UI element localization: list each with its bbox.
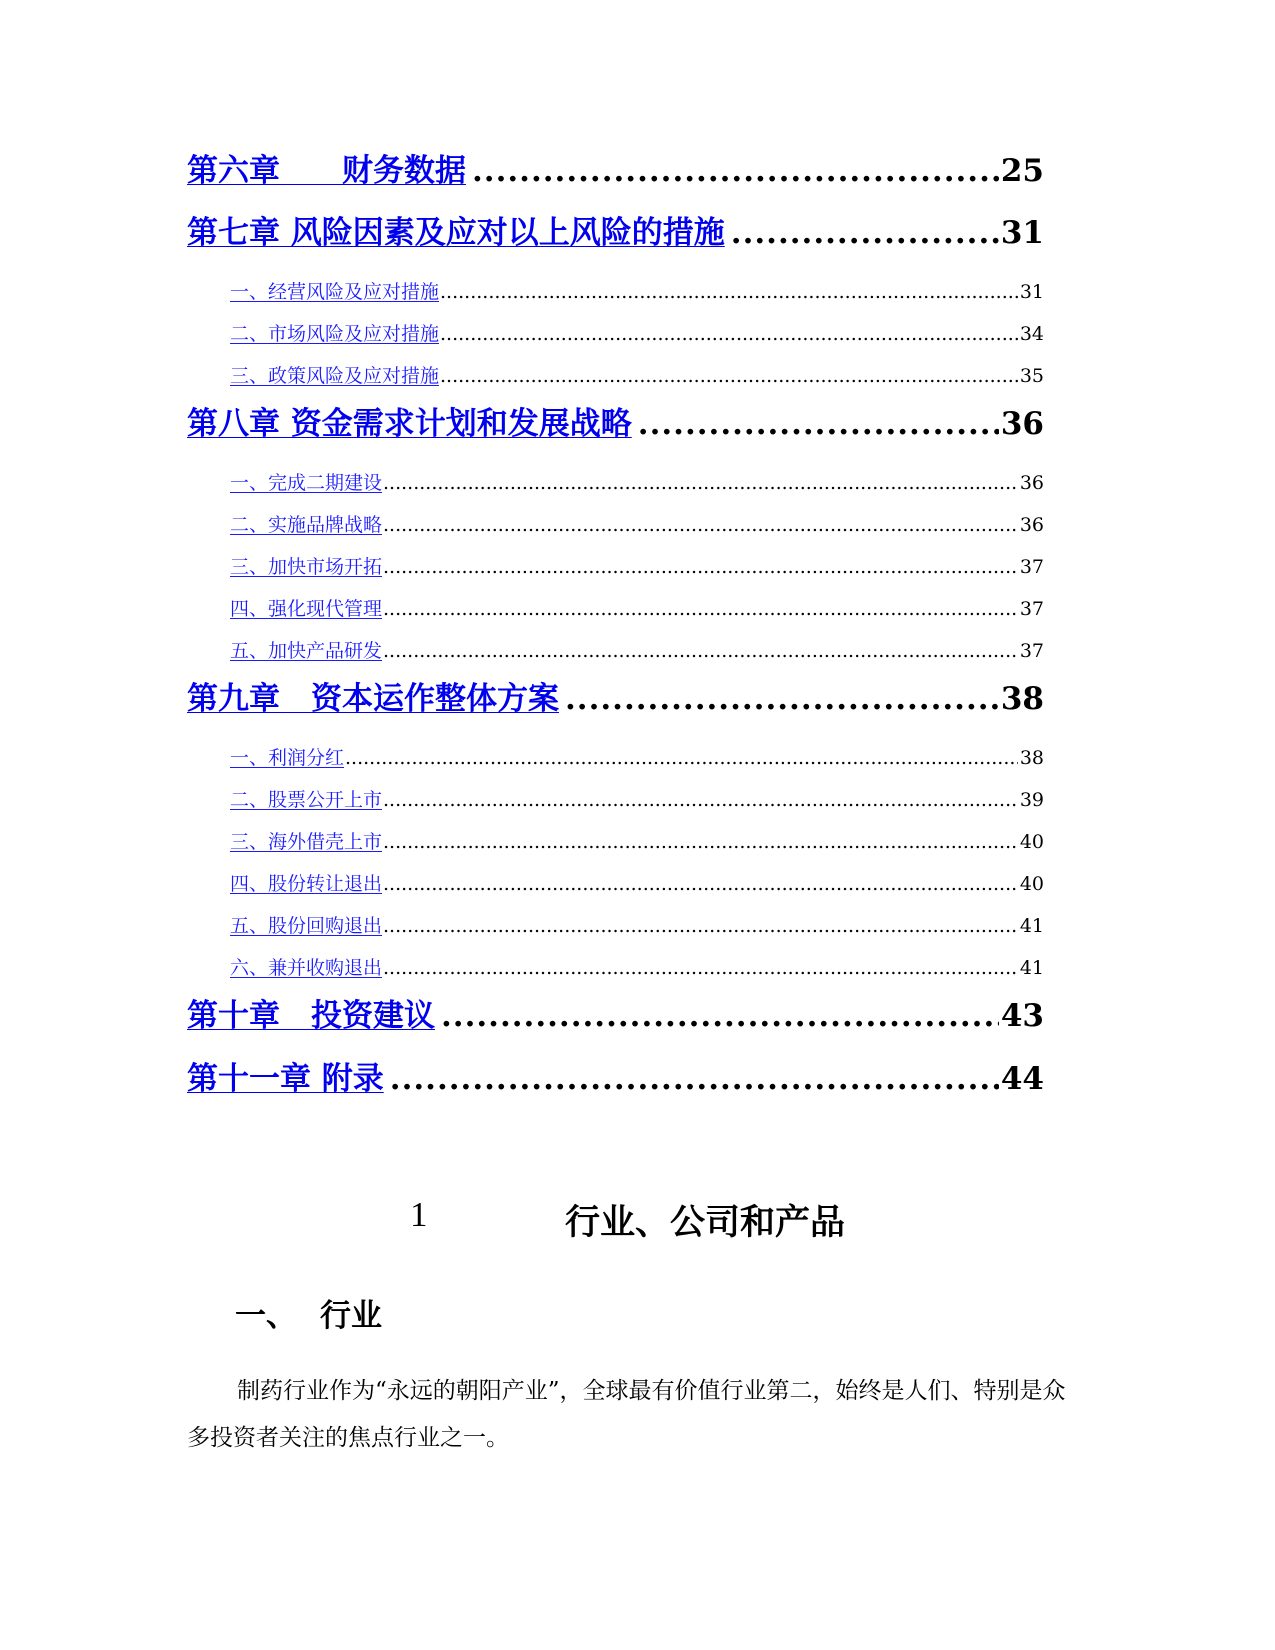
toc-entry-chapter-7[interactable] xyxy=(187,207,1044,252)
toc-link[interactable]: 第九章 资本运作整体方案 xyxy=(187,681,559,717)
toc-page-number: 35 xyxy=(1019,365,1044,387)
toc-leader-dots xyxy=(390,1061,999,1097)
toc-link[interactable]: 第十章 投资建议 xyxy=(187,998,435,1034)
toc-link[interactable]: 四、股份转让退出 xyxy=(230,873,383,895)
toc-entry[interactable] xyxy=(230,911,1044,938)
toc-leader-dots xyxy=(441,998,999,1034)
toc-page-number: 41 xyxy=(1019,915,1044,937)
toc-page-number: 41 xyxy=(1019,957,1044,979)
toc-leader-dots xyxy=(345,747,1018,769)
subsection-heading xyxy=(235,1290,382,1335)
toc-page-number: 44 xyxy=(1000,1061,1044,1097)
toc-link[interactable]: 三、加快市场开拓 xyxy=(230,556,383,578)
toc-link[interactable]: 第六章 财务数据 xyxy=(187,153,466,189)
toc-entry[interactable] xyxy=(230,510,1044,537)
toc-entry[interactable] xyxy=(230,468,1044,495)
toc-link[interactable]: 一、完成二期建设 xyxy=(230,472,383,494)
toc-leader-dots xyxy=(383,873,1018,895)
toc-entry[interactable] xyxy=(230,785,1044,812)
toc-leader-dots xyxy=(383,514,1018,536)
toc-page-number: 36 xyxy=(1019,472,1044,494)
toc-entry[interactable] xyxy=(230,869,1044,896)
section-number: 1 xyxy=(410,1195,428,1234)
toc-page-number: 39 xyxy=(1019,789,1044,811)
toc-leader-dots xyxy=(472,153,999,189)
toc-entry[interactable] xyxy=(230,953,1044,980)
toc-entry-chapter-6[interactable] xyxy=(187,145,1044,190)
toc-page-number: 34 xyxy=(1019,323,1044,345)
toc-leader-dots xyxy=(383,957,1018,979)
toc-leader-dots xyxy=(440,365,1018,387)
toc-link[interactable]: 第十一章 附录 xyxy=(187,1061,384,1097)
toc-leader-dots xyxy=(638,406,999,442)
toc-page-number: 43 xyxy=(1000,998,1044,1034)
toc-page-number: 31 xyxy=(1000,215,1044,251)
toc-leader-dots xyxy=(383,472,1018,494)
toc-leader-dots xyxy=(383,915,1018,937)
toc-link[interactable]: 第八章 资金需求计划和发展战略 xyxy=(187,406,632,442)
toc-link[interactable]: 一、利润分红 xyxy=(230,747,345,769)
toc-entry[interactable] xyxy=(230,636,1044,663)
toc-entry[interactable] xyxy=(230,594,1044,621)
body-paragraph: 制药行业作为“永远的朝阳产业”，全球最有价值行业第二，始终是人们、特别是众多投资者关注的焦点行业之一。 xyxy=(187,1378,1066,1451)
toc-page-number: 38 xyxy=(1019,747,1044,769)
toc-leader-dots xyxy=(731,215,999,251)
toc-leader-dots xyxy=(565,681,999,717)
toc-leader-dots xyxy=(383,556,1018,578)
toc-leader-dots xyxy=(383,789,1018,811)
toc-link[interactable]: 二、股票公开上市 xyxy=(230,789,383,811)
toc-link[interactable]: 三、海外借壳上市 xyxy=(230,831,383,853)
toc-page-number: 37 xyxy=(1019,640,1044,662)
toc-entry[interactable] xyxy=(230,827,1044,854)
toc-page-number: 36 xyxy=(1000,406,1044,442)
toc-link[interactable]: 五、加快产品研发 xyxy=(230,640,383,662)
toc-page-number: 36 xyxy=(1019,514,1044,536)
toc-entry[interactable] xyxy=(230,277,1044,304)
toc-link[interactable]: 三、政策风险及应对措施 xyxy=(230,365,440,387)
toc-link[interactable]: 二、市场风险及应对措施 xyxy=(230,323,440,345)
toc-link[interactable]: 五、股份回购退出 xyxy=(230,915,383,937)
toc-leader-dots xyxy=(383,831,1018,853)
toc-page-number: 31 xyxy=(1019,281,1044,303)
toc-entry-chapter-11[interactable] xyxy=(187,1053,1044,1098)
section-heading xyxy=(0,1195,1275,1245)
subsection-number: 一、 xyxy=(235,1298,297,1334)
toc-link[interactable]: 四、强化现代管理 xyxy=(230,598,383,620)
toc-page-number: 38 xyxy=(1000,681,1044,717)
toc-page-number: 37 xyxy=(1019,598,1044,620)
toc-entry[interactable] xyxy=(230,743,1044,770)
toc-leader-dots xyxy=(440,281,1018,303)
toc-leader-dots xyxy=(383,640,1018,662)
toc-page-number: 40 xyxy=(1019,831,1044,853)
toc-entry-chapter-10[interactable] xyxy=(187,990,1044,1035)
toc-link[interactable]: 二、实施品牌战略 xyxy=(230,514,383,536)
toc-link[interactable]: 一、经营风险及应对措施 xyxy=(230,281,440,303)
toc-page-number: 25 xyxy=(1000,153,1044,189)
toc-entry[interactable] xyxy=(230,552,1044,579)
toc-link[interactable]: 六、兼并收购退出 xyxy=(230,957,383,979)
toc-leader-dots xyxy=(383,598,1018,620)
subsection-title: 行业 xyxy=(320,1298,382,1334)
toc-entry-chapter-8[interactable] xyxy=(187,398,1044,443)
toc-page-number: 40 xyxy=(1019,873,1044,895)
toc-entry-chapter-9[interactable] xyxy=(187,673,1044,718)
toc-leader-dots xyxy=(440,323,1018,345)
toc-entry[interactable] xyxy=(230,319,1044,346)
toc-entry[interactable] xyxy=(230,361,1044,388)
toc-link[interactable]: 第七章 风险因素及应对以上风险的措施 xyxy=(187,215,725,251)
section-title: 行业、公司和产品 xyxy=(565,1203,846,1243)
toc-page-number: 37 xyxy=(1019,556,1044,578)
